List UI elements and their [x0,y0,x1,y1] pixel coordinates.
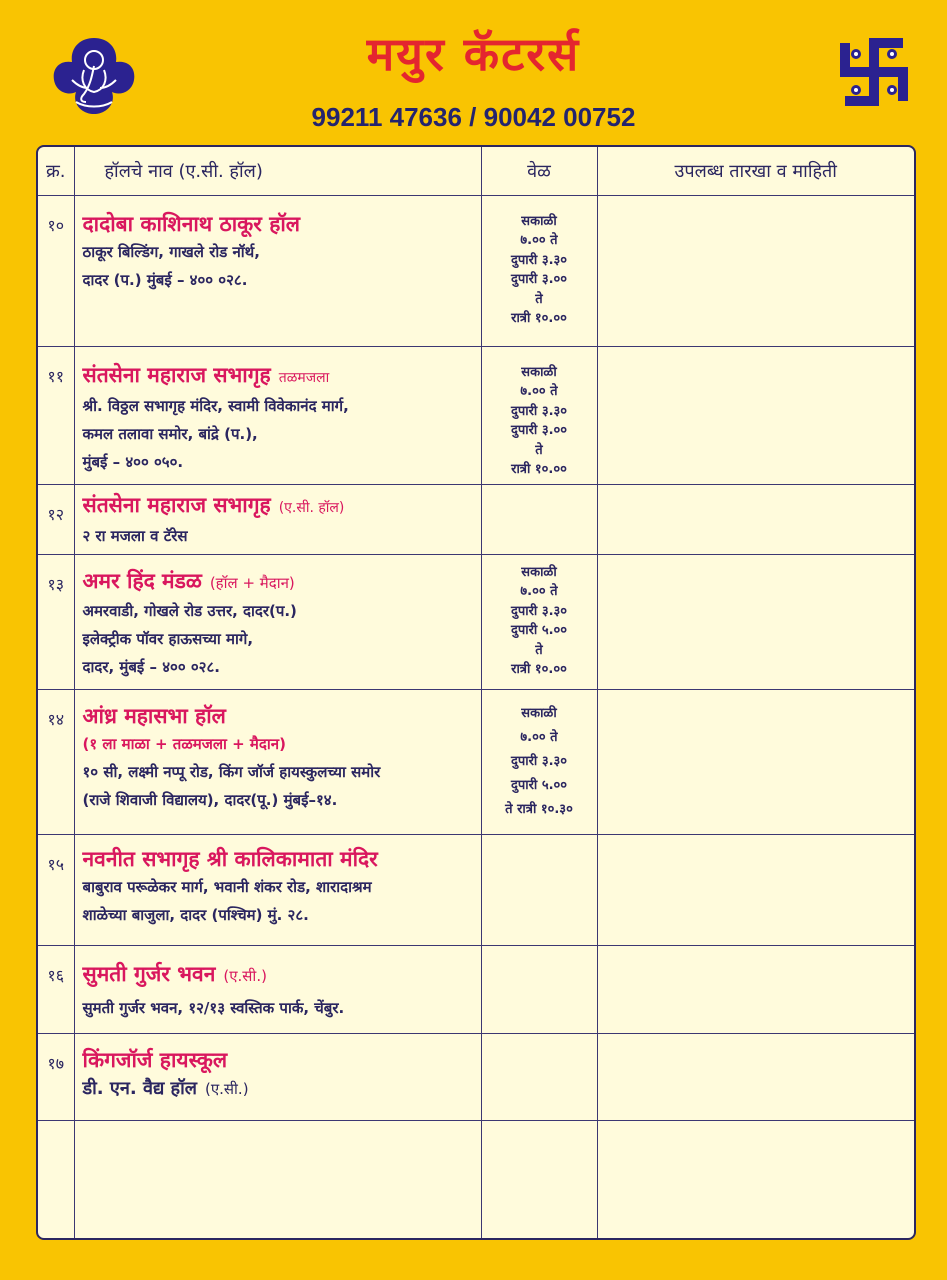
row-number: १६ [38,945,74,1033]
time-line: ७.०० ते [520,584,558,599]
hall-time-cell [481,1033,597,1120]
column-header-num: क्र. [38,147,74,195]
hall-name-cell [74,945,481,1033]
hall-name-cell [74,689,481,834]
table-row [38,346,914,484]
hall-address-line: दादर (प.) मुंबई – ४०० ०२८. [82,270,248,289]
row-number: १४ [38,689,74,834]
business-title: मयुर कॅटरर्स [366,27,581,81]
time-line: दुपारी ३.३० [510,603,568,619]
hall-address-line: दादर, मुंबई – ४०० ०२८. [82,657,220,676]
hall-title-text: अमर हिंद मंडळ [82,568,202,593]
hall-subtitle [83,1074,475,1104]
hall-title: किंगजॉर्ज हायस्कूल [82,1047,228,1072]
hall-info-cell [597,554,914,689]
hall-name-cell [74,346,481,484]
hall-info-cell [597,1033,914,1120]
time-line: ते [535,291,543,307]
table-row [38,484,914,554]
time-line: सकाळी [521,564,557,580]
hall-address-line: (राजे शिवाजी विद्यालय), दादर(पू.) मुंबई–१४. [82,790,338,809]
hall-title-text: सुमती गुर्जर भवन [82,961,216,986]
row-number: १३ [38,554,74,689]
hall-info-cell [597,484,914,554]
hall-title-text: संतसेना महाराज सभागृह [82,492,271,517]
time-line: ते [535,642,543,658]
hall-name-cell [74,1120,481,1238]
table-row [38,195,914,346]
hall-address-line: बाबुराव परूळेकर मार्ग, भवानी शंकर रोड, शारादाश्रम [82,877,372,896]
hall-address-line: कमल तलावा समोर, बांद्रे (प.), [82,424,258,443]
hall-title: दादोबा काशिनाथ ठाकूर हॉल [82,211,301,236]
hall-note: (हॉल + मैदान) [209,573,295,592]
hall-note: (ए.सी.) [204,1079,249,1098]
header [0,0,947,140]
column-header-name: हॉलचे नाव (ए.सी. हॉल) [74,147,481,195]
hall-info-cell [597,346,914,484]
time-line: रात्री १०.०० [511,462,567,477]
time-line: ते [535,442,543,458]
time-line: दुपारी ३.०० [510,423,568,438]
hall-time-cell [481,834,597,945]
time-line: दुपारी ५.०० [510,777,568,793]
table-header-row [38,147,914,195]
hall-title: आंध्र महासभा हॉल [82,703,226,728]
time-line: रात्री १०.०० [511,311,567,326]
time-line: दुपारी ३.०० [510,272,568,287]
hall-title [83,491,475,522]
column-header-time: वेळ [481,147,597,195]
hall-info-cell [597,195,914,346]
table-row-empty [38,1120,914,1238]
time-line: दुपारी ५.०० [510,623,568,638]
hall-time-cell [481,346,597,484]
hall-time-cell [481,195,597,346]
time-line: ७.०० ते [520,729,558,745]
time-line: दुपारी ३.३० [510,252,568,268]
hall-note: (ए.सी.) [223,966,267,985]
hall-name-cell [74,834,481,945]
hall-subtitle: (१ ला माळा + तळमजला + मैदान) [82,734,286,753]
hall-title: नवनीत सभागृह श्री कालिकामाता मंदिर [82,846,378,871]
hall-address-line: सुमती गुर्जर भवन, १२/१३ स्वस्तिक पार्क, चेंबुर. [82,998,345,1017]
table-row [38,554,914,689]
hall-address-line: २ रा मजला व टॅरेस [82,526,188,545]
hall-time-cell [481,689,597,834]
hall-time-cell [481,554,597,689]
table-row [38,689,914,834]
time-line: दुपारी ३.३० [510,403,568,419]
time-line: सकाळी [521,364,557,380]
hall-table [36,145,916,1240]
swastika-icon [836,34,912,110]
hall-address-line: इलेक्ट्रीक पॉवर हाऊसच्या मागे, [82,629,254,648]
time-line: ७.०० ते [520,384,558,399]
row-number: १० [38,195,74,346]
row-number [38,1120,74,1238]
hall-time-cell [481,1120,597,1238]
hall-title [83,960,475,990]
row-number: १७ [38,1033,74,1120]
hall-address-line: श्री. विठ्ठल सभागृह मंदिर, स्वामी विवेकानंद मार्ग, [82,396,349,415]
time-line: सकाळी [521,705,557,721]
hall-name-cell [74,195,481,346]
hall-info-cell [597,689,914,834]
hall-name-cell [74,554,481,689]
hall-time-cell [481,945,597,1033]
time-line: रात्री १०.०० [511,662,567,677]
phone-numbers: 99211 47636 / 90042 00752 [311,102,636,132]
time-line: सकाळी [521,213,557,229]
hall-address-line: १० सी, लक्ष्मी नप्पू रोड, किंग जॉर्ज हायस्कुलच्या समोर [82,762,381,781]
hall-title [83,361,475,392]
hall-info-cell [597,834,914,945]
time-line: ते रात्री १०.३० [505,801,573,817]
hall-info-cell [597,1120,914,1238]
table-row [38,834,914,945]
hall-title-text: संतसेना महाराज सभागृह [82,362,271,387]
hall-address-line: अमरवाडी, गोखले रोड उत्तर, दादर(प.) [82,601,297,620]
hall-note: तळमजला [278,369,330,386]
time-line: दुपारी ३.३० [510,753,568,769]
hall-address-line: ठाकूर बिल्डिंग, गाखले रोड नॉर्थ, [82,242,260,261]
hall-info-cell [597,945,914,1033]
hall-time-cell [481,484,597,554]
hall-note: (ए.सी. हॉल) [278,499,345,516]
column-header-info: उपलब्ध तारखा व माहिती [597,147,914,195]
table-row [38,945,914,1033]
row-number: ११ [38,346,74,484]
hall-name-cell [74,1033,481,1120]
hall-name-cell [74,484,481,554]
hall-address-line: शाळेच्या बाजुला, दादर (पश्चिम) मुं. २८. [82,905,309,924]
hall-subtitle-text: डी. एन. वैद्य हॉल [82,1077,197,1099]
table-row [38,1033,914,1120]
time-line: ७.०० ते [520,233,558,248]
hall-address-line: मुंबई – ४०० ०५०. [82,452,184,471]
hall-title [83,567,475,597]
row-number: १५ [38,834,74,945]
row-number: १२ [38,484,74,554]
